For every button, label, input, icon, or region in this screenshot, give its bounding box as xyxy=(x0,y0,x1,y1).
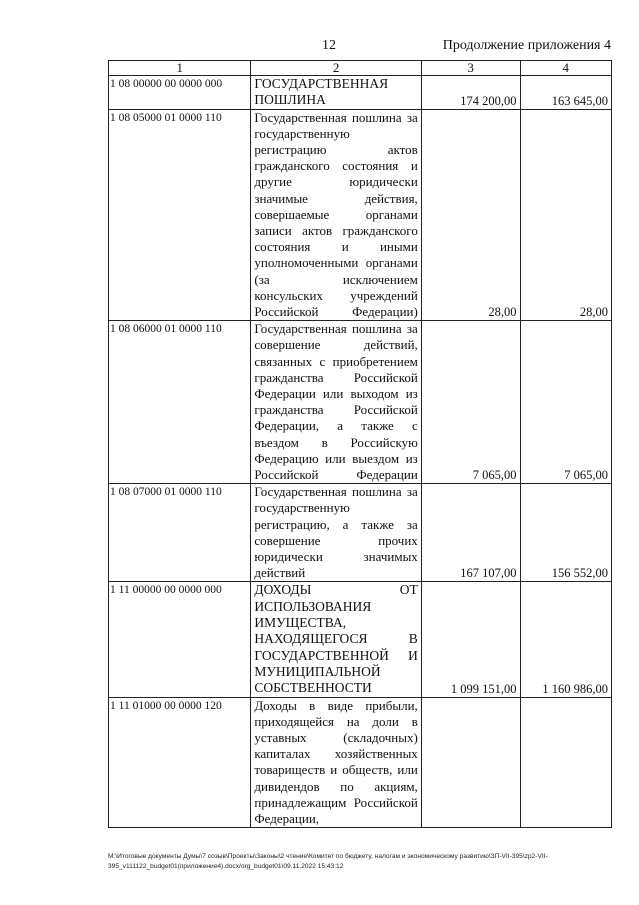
value-column-4: 163 645,00 xyxy=(520,76,611,110)
column-header: 2 xyxy=(251,61,421,76)
revenue-code: 1 08 05000 01 0000 110 xyxy=(109,109,251,321)
table-row xyxy=(109,484,612,582)
revenue-name: Доходы в виде прибыли, приходящейся на доли в уставных (складочных) капиталах хозяйственных товариществ и обществ, или дивидендов по акциям, принадлежащим Российской Федерации, xyxy=(251,697,421,828)
value-column-4: 28,00 xyxy=(520,109,611,321)
value-column-3 xyxy=(421,697,520,828)
table-row xyxy=(109,321,612,484)
budget-table xyxy=(108,60,612,828)
column-header: 4 xyxy=(520,61,611,76)
value-column-3: 7 065,00 xyxy=(421,321,520,484)
value-column-4: 7 065,00 xyxy=(520,321,611,484)
revenue-code: 1 08 07000 01 0000 110 xyxy=(109,484,251,582)
revenue-name: Государственная пошлина за государственную регистрацию актов гражданского состояния и другие юридически значимые действия, совершаемые органами записи актов гражданского состояния и иными уполномоченными органами (за исключением консульских учреждений Российской Федерации) xyxy=(251,109,421,321)
continuation-label: Продолжение приложения 4 xyxy=(442,38,611,53)
revenue-name: ГОСУДАРСТВЕННАЯ ПОШЛИНА xyxy=(251,76,421,110)
table-row xyxy=(109,582,612,697)
page-number: 12 xyxy=(322,38,336,53)
revenue-code: 1 08 06000 01 0000 110 xyxy=(109,321,251,484)
value-column-3: 1 099 151,00 xyxy=(421,582,520,697)
column-header: 1 xyxy=(109,61,251,76)
value-column-4: 156 552,00 xyxy=(520,484,611,582)
revenue-code: 1 11 00000 00 0000 000 xyxy=(109,582,251,697)
document-path-footer: M:\Итоговые документы Думы\7 созыв\Проекты\Законы\2 чтение\Комитет по бюджету, налогам и экономическому развитию\ЗП-VII-395\zp2-VII-395_v111122_budget01(приложение4).docx/org_budget01\09.11.2022 15:43:12 xyxy=(108,853,548,870)
table-row xyxy=(109,109,612,321)
value-column-3: 28,00 xyxy=(421,109,520,321)
value-column-4: 1 160 986,00 xyxy=(520,582,611,697)
table-row xyxy=(109,697,612,828)
revenue-code: 1 08 00000 00 0000 000 xyxy=(109,76,251,110)
value-column-4 xyxy=(520,697,611,828)
value-column-3: 174 200,00 xyxy=(421,76,520,110)
revenue-name: Государственная пошлина за государственную регистрацию, а также за совершение прочих юридически значимых действий xyxy=(251,484,421,582)
revenue-code: 1 11 01000 00 0000 120 xyxy=(109,697,251,828)
revenue-name: ДОХОДЫ ОТ ИСПОЛЬЗОВАНИЯ ИМУЩЕСТВА, НАХОДЯЩЕГОСЯ В ГОСУДАРСТВЕННОЙ И МУНИЦИПАЛЬНОЙ СОБСТВЕННОСТИ xyxy=(251,582,421,697)
column-header: 3 xyxy=(421,61,520,76)
table-row xyxy=(109,76,612,110)
table-header-row xyxy=(109,61,612,76)
revenue-name: Государственная пошлина за совершение действий, связанных с приобретением гражданства Российской Федерации или выходом из гражданства Российской Федерации, а также с въездом в Российскую Федерацию или выездом из Российской Федерации xyxy=(251,321,421,484)
value-column-3: 167 107,00 xyxy=(421,484,520,582)
